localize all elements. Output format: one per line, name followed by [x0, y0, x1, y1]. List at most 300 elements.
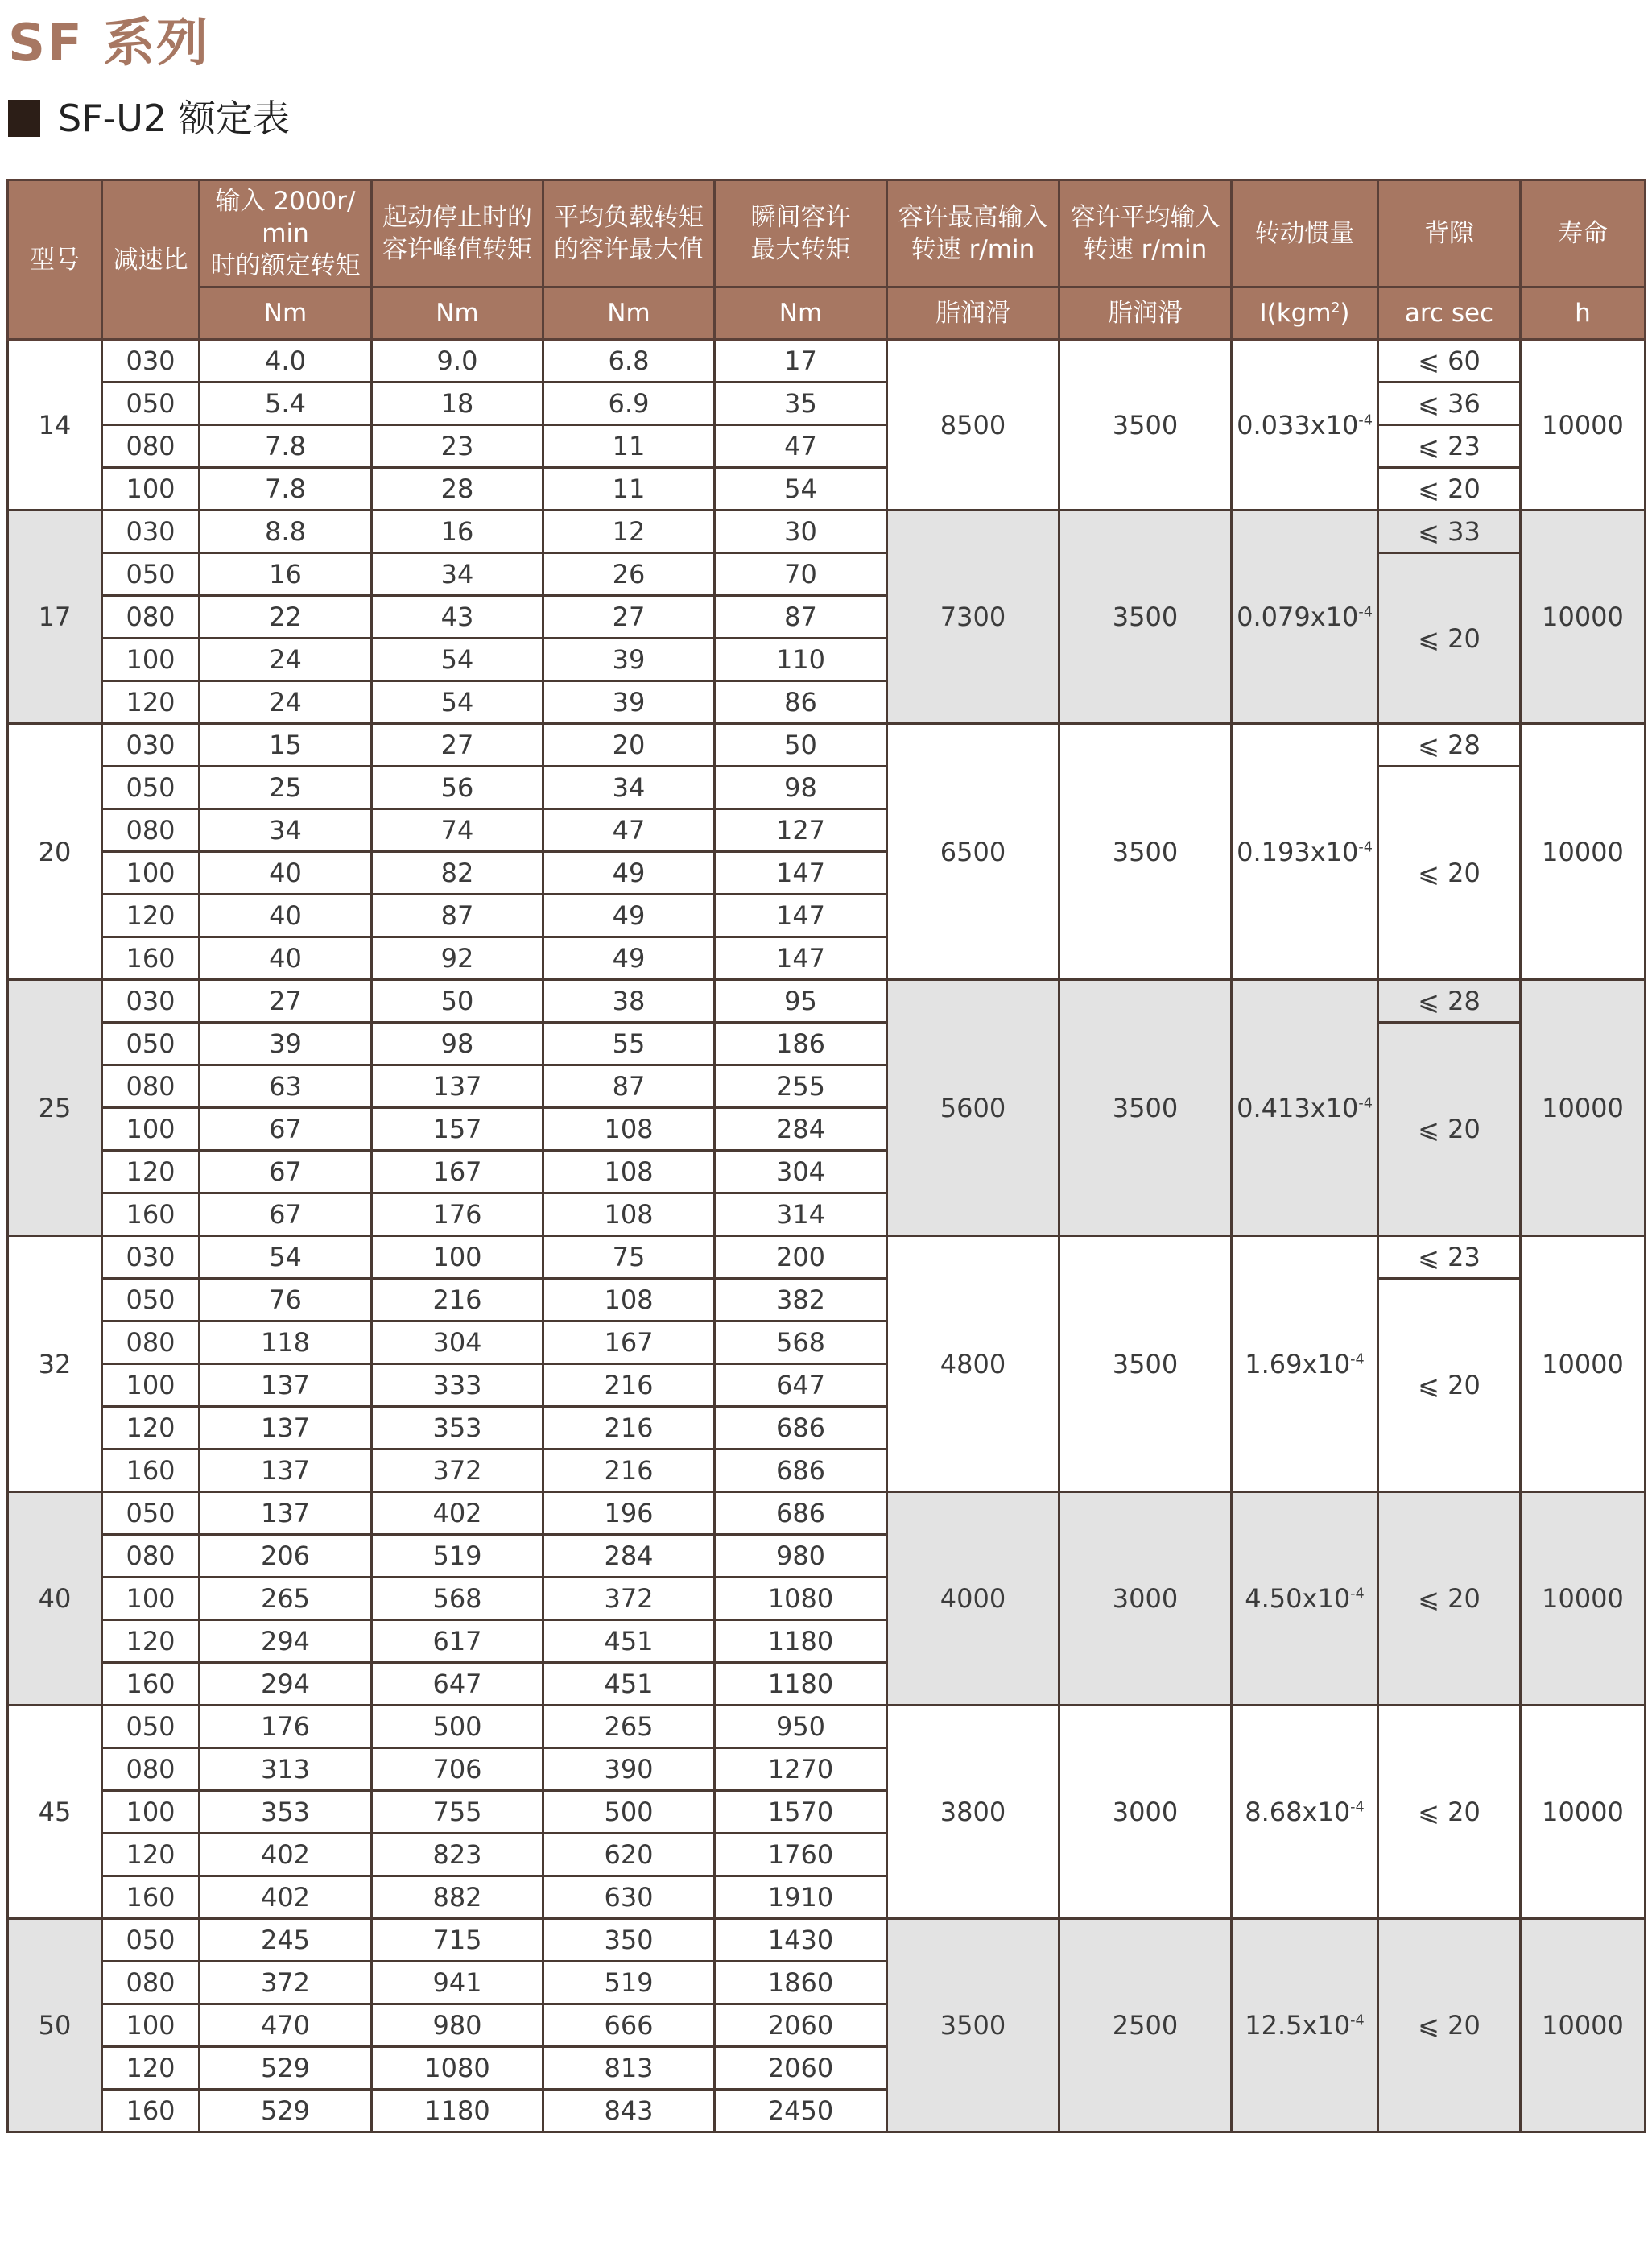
rated-torque-cell: 67 [200, 1151, 372, 1193]
ratio-cell: 120 [102, 895, 200, 937]
peak-torque-cell: 715 [372, 1919, 543, 1962]
rated-torque-cell: 63 [200, 1065, 372, 1108]
table-row [8, 553, 1646, 596]
backlash-cell: ⩽ 60 [1378, 340, 1521, 383]
ratio-cell: 100 [102, 1364, 200, 1407]
avg-torque-cell: 39 [543, 681, 715, 724]
model-cell: 45 [8, 1706, 102, 1919]
model-group-32 [8, 1236, 1646, 1492]
header-inertia: 转动惯量 [1232, 180, 1378, 287]
header-max-input-speed-line1: 容许最高输入 [898, 203, 1048, 232]
peak-torque-cell: 755 [372, 1791, 543, 1834]
momentary-torque-cell: 1860 [715, 1962, 887, 2004]
life-cell: 10000 [1521, 980, 1646, 1236]
inertia-cell [1232, 511, 1378, 724]
momentary-torque-cell: 98 [715, 767, 887, 809]
inertia-cell [1232, 724, 1378, 980]
momentary-torque-cell: 1180 [715, 1620, 887, 1663]
peak-torque-cell: 18 [372, 383, 543, 425]
table-row [8, 383, 1646, 425]
ratio-cell: 120 [102, 2047, 200, 2090]
peak-torque-cell: 43 [372, 596, 543, 639]
ratio-cell: 030 [102, 511, 200, 553]
header-momentary-torque [715, 180, 887, 287]
peak-torque-cell: 137 [372, 1065, 543, 1108]
rated-torque-cell: 118 [200, 1321, 372, 1364]
momentary-torque-cell: 1180 [715, 1663, 887, 1706]
ratio-cell: 160 [102, 2090, 200, 2132]
inertia-exponent: -4 [1358, 412, 1373, 428]
momentary-torque-cell: 35 [715, 383, 887, 425]
life-cell: 10000 [1521, 1706, 1646, 1919]
momentary-torque-cell: 2060 [715, 2047, 887, 2090]
avg-input-speed-cell: 3500 [1059, 980, 1232, 1236]
model-cell: 14 [8, 340, 102, 511]
header-rated-torque-line1: 输入 2000r/ [215, 187, 356, 216]
rated-torque-cell: 34 [200, 809, 372, 852]
ratio-cell: 100 [102, 468, 200, 511]
momentary-torque-cell: 686 [715, 1492, 887, 1535]
backlash-cell: ⩽ 20 [1378, 1492, 1521, 1706]
avg-torque-cell: 372 [543, 1578, 715, 1620]
table-row [8, 1919, 1646, 1962]
rating-table [6, 179, 1646, 2133]
inertia-exponent: -4 [1350, 1799, 1365, 1816]
peak-torque-cell: 16 [372, 511, 543, 553]
momentary-torque-cell: 255 [715, 1065, 887, 1108]
avg-torque-cell: 390 [543, 1748, 715, 1791]
section-title: SF-U2 额定表 [58, 97, 290, 140]
avg-torque-cell: 108 [543, 1279, 715, 1321]
avg-torque-cell: 38 [543, 980, 715, 1023]
avg-torque-cell: 350 [543, 1919, 715, 1962]
rated-torque-cell: 529 [200, 2090, 372, 2132]
header-avg-input-speed-line2: 转速 r/min [1083, 235, 1208, 264]
ratio-cell: 100 [102, 1108, 200, 1151]
avg-torque-cell: 108 [543, 1151, 715, 1193]
header-model: 型号 [8, 180, 102, 340]
peak-torque-cell: 500 [372, 1706, 543, 1748]
ratio-cell: 160 [102, 1450, 200, 1492]
rated-torque-cell: 40 [200, 937, 372, 980]
inertia-exponent: -4 [1358, 604, 1373, 621]
momentary-torque-cell: 950 [715, 1706, 887, 1748]
inertia-exponent: -4 [1358, 1094, 1373, 1111]
avg-input-speed-cell: 3500 [1059, 1236, 1232, 1492]
ratio-cell: 050 [102, 553, 200, 596]
avg-torque-cell: 6.9 [543, 383, 715, 425]
avg-torque-cell: 108 [543, 1108, 715, 1151]
peak-torque-cell: 82 [372, 852, 543, 895]
ratio-cell: 030 [102, 980, 200, 1023]
ratio-cell: 080 [102, 1321, 200, 1364]
life-cell: 10000 [1521, 340, 1646, 511]
ratio-cell: 030 [102, 724, 200, 767]
header-momentary-torque-line1: 瞬间容许 [750, 203, 851, 232]
avg-torque-cell: 265 [543, 1706, 715, 1748]
avg-torque-cell: 666 [543, 2004, 715, 2047]
ratio-cell: 160 [102, 1876, 200, 1919]
momentary-torque-cell: 127 [715, 809, 887, 852]
backlash-cell: ⩽ 20 [1378, 1919, 1521, 2132]
ratio-cell: 080 [102, 1535, 200, 1578]
ratio-cell: 120 [102, 1834, 200, 1876]
rated-torque-cell: 54 [200, 1236, 372, 1279]
table-row [8, 340, 1646, 383]
avg-torque-cell: 47 [543, 809, 715, 852]
ratio-cell: 050 [102, 767, 200, 809]
inertia-exponent: -4 [1350, 2012, 1365, 2029]
peak-torque-cell: 617 [372, 1620, 543, 1663]
momentary-torque-cell: 568 [715, 1321, 887, 1364]
peak-torque-cell: 353 [372, 1407, 543, 1450]
life-cell: 10000 [1521, 1492, 1646, 1706]
header-max-input-speed [887, 180, 1059, 287]
unit-backlash: arc sec [1378, 287, 1521, 340]
avg-input-speed-cell: 3500 [1059, 511, 1232, 724]
peak-torque-cell: 50 [372, 980, 543, 1023]
backlash-cell: ⩽ 20 [1378, 1706, 1521, 1919]
avg-torque-cell: 11 [543, 425, 715, 468]
ratio-cell: 080 [102, 1748, 200, 1791]
ratio-cell: 120 [102, 681, 200, 724]
header-avg-input-speed-line1: 容许平均输入 [1070, 203, 1220, 232]
ratio-cell: 100 [102, 639, 200, 681]
rated-torque-cell: 27 [200, 980, 372, 1023]
momentary-torque-cell: 686 [715, 1407, 887, 1450]
header-row-units [8, 287, 1646, 340]
avg-torque-cell: 20 [543, 724, 715, 767]
backlash-cell: ⩽ 28 [1378, 980, 1521, 1023]
avg-torque-cell: 451 [543, 1620, 715, 1663]
inertia-exponent: -4 [1350, 1350, 1365, 1367]
peak-torque-cell: 87 [372, 895, 543, 937]
peak-torque-cell: 92 [372, 937, 543, 980]
avg-torque-cell: 284 [543, 1535, 715, 1578]
avg-torque-cell: 26 [543, 553, 715, 596]
rated-torque-cell: 529 [200, 2047, 372, 2090]
ratio-cell: 030 [102, 340, 200, 383]
avg-torque-cell: 49 [543, 895, 715, 937]
peak-torque-cell: 100 [372, 1236, 543, 1279]
table-row [8, 468, 1646, 511]
header-rated-torque-line2: min [262, 219, 309, 248]
avg-torque-cell: 216 [543, 1364, 715, 1407]
model-cell: 40 [8, 1492, 102, 1706]
life-cell: 10000 [1521, 511, 1646, 724]
model-cell: 50 [8, 1919, 102, 2132]
rated-torque-cell: 16 [200, 553, 372, 596]
rated-torque-cell: 402 [200, 1876, 372, 1919]
inertia-cell [1232, 1919, 1378, 2132]
peak-torque-cell: 823 [372, 1834, 543, 1876]
max-input-speed-cell: 7300 [887, 511, 1059, 724]
header-rated-torque-line3: 时的额定转矩 [210, 251, 361, 280]
ratio-cell: 120 [102, 1620, 200, 1663]
header-backlash: 背隙 [1378, 180, 1521, 287]
peak-torque-cell: 402 [372, 1492, 543, 1535]
model-group-50 [8, 1919, 1646, 2132]
peak-torque-cell: 157 [372, 1108, 543, 1151]
peak-torque-cell: 647 [372, 1663, 543, 1706]
backlash-cell: ⩽ 20 [1378, 553, 1521, 724]
momentary-torque-cell: 1430 [715, 1919, 887, 1962]
rated-torque-cell: 5.4 [200, 383, 372, 425]
rated-torque-cell: 76 [200, 1279, 372, 1321]
ratio-cell: 050 [102, 1492, 200, 1535]
avg-input-speed-cell: 3000 [1059, 1706, 1232, 1919]
model-cell: 20 [8, 724, 102, 980]
peak-torque-cell: 54 [372, 681, 543, 724]
ratio-cell: 100 [102, 1791, 200, 1834]
peak-torque-cell: 54 [372, 639, 543, 681]
rated-torque-cell: 40 [200, 895, 372, 937]
rated-torque-cell: 24 [200, 639, 372, 681]
rated-torque-cell: 22 [200, 596, 372, 639]
avg-torque-cell: 49 [543, 852, 715, 895]
rated-torque-cell: 8.8 [200, 511, 372, 553]
inertia-value: 12.5x10 [1245, 2010, 1351, 2041]
unit-life: h [1521, 287, 1646, 340]
avg-torque-cell: 6.8 [543, 340, 715, 383]
inertia-value: 0.413x10 [1237, 1092, 1359, 1123]
backlash-cell: ⩽ 23 [1378, 425, 1521, 468]
ratio-cell: 080 [102, 425, 200, 468]
momentary-torque-cell: 186 [715, 1023, 887, 1065]
peak-torque-cell: 216 [372, 1279, 543, 1321]
momentary-torque-cell: 1760 [715, 1834, 887, 1876]
rated-torque-cell: 176 [200, 1706, 372, 1748]
inertia-exponent: -4 [1350, 1586, 1365, 1603]
ratio-cell: 080 [102, 1962, 200, 2004]
momentary-torque-cell: 647 [715, 1364, 887, 1407]
momentary-torque-cell: 2450 [715, 2090, 887, 2132]
ratio-cell: 080 [102, 1065, 200, 1108]
header-peak-torque-line2: 容许峰值转矩 [382, 235, 532, 264]
momentary-torque-cell: 1910 [715, 1876, 887, 1919]
momentary-torque-cell: 200 [715, 1236, 887, 1279]
momentary-torque-cell: 30 [715, 511, 887, 553]
avg-input-speed-cell: 2500 [1059, 1919, 1232, 2132]
backlash-cell: ⩽ 20 [1378, 1279, 1521, 1492]
avg-torque-cell: 34 [543, 767, 715, 809]
max-input-speed-cell: 3500 [887, 1919, 1059, 2132]
avg-input-speed-cell: 3500 [1059, 340, 1232, 511]
peak-torque-cell: 333 [372, 1364, 543, 1407]
momentary-torque-cell: 110 [715, 639, 887, 681]
rated-torque-cell: 40 [200, 852, 372, 895]
unit-rated-torque: Nm [200, 287, 372, 340]
model-cell: 17 [8, 511, 102, 724]
rated-torque-cell: 313 [200, 1748, 372, 1791]
avg-torque-cell: 108 [543, 1193, 715, 1236]
momentary-torque-cell: 147 [715, 852, 887, 895]
momentary-torque-cell: 147 [715, 937, 887, 980]
ratio-cell: 100 [102, 852, 200, 895]
max-input-speed-cell: 5600 [887, 980, 1059, 1236]
rated-torque-cell: 137 [200, 1364, 372, 1407]
inertia-cell [1232, 1706, 1378, 1919]
momentary-torque-cell: 980 [715, 1535, 887, 1578]
momentary-torque-cell: 70 [715, 553, 887, 596]
rated-torque-cell: 137 [200, 1407, 372, 1450]
backlash-cell: ⩽ 20 [1378, 767, 1521, 980]
rated-torque-cell: 137 [200, 1492, 372, 1535]
momentary-torque-cell: 54 [715, 468, 887, 511]
header-ratio: 减速比 [102, 180, 200, 340]
peak-torque-cell: 1180 [372, 2090, 543, 2132]
peak-torque-cell: 941 [372, 1962, 543, 2004]
momentary-torque-cell: 382 [715, 1279, 887, 1321]
header-max-input-speed-line2: 转速 r/min [911, 235, 1035, 264]
peak-torque-cell: 706 [372, 1748, 543, 1791]
peak-torque-cell: 56 [372, 767, 543, 809]
section-marker-square [8, 100, 40, 137]
peak-torque-cell: 519 [372, 1535, 543, 1578]
peak-torque-cell: 980 [372, 2004, 543, 2047]
peak-torque-cell: 882 [372, 1876, 543, 1919]
peak-torque-cell: 27 [372, 724, 543, 767]
table-row [8, 425, 1646, 468]
momentary-torque-cell: 86 [715, 681, 887, 724]
avg-torque-cell: 49 [543, 937, 715, 980]
ratio-cell: 050 [102, 1706, 200, 1748]
rated-torque-cell: 294 [200, 1620, 372, 1663]
momentary-torque-cell: 50 [715, 724, 887, 767]
inertia-cell [1232, 1492, 1378, 1706]
ratio-cell: 120 [102, 1151, 200, 1193]
avg-torque-cell: 620 [543, 1834, 715, 1876]
ratio-cell: 160 [102, 1663, 200, 1706]
rated-torque-cell: 353 [200, 1791, 372, 1834]
series-title: SF 系列 [8, 14, 210, 73]
momentary-torque-cell: 1270 [715, 1748, 887, 1791]
rated-torque-cell: 265 [200, 1578, 372, 1620]
ratio-cell: 050 [102, 1023, 200, 1065]
rated-torque-cell: 372 [200, 1962, 372, 2004]
inertia-value: 0.079x10 [1237, 602, 1359, 632]
backlash-cell: ⩽ 23 [1378, 1236, 1521, 1279]
table-row [8, 1023, 1646, 1065]
rated-torque-cell: 25 [200, 767, 372, 809]
rated-torque-cell: 294 [200, 1663, 372, 1706]
header-row-titles [8, 180, 1646, 287]
model-group-17 [8, 511, 1646, 724]
table-row [8, 511, 1646, 553]
avg-torque-cell: 451 [543, 1663, 715, 1706]
inertia-cell [1232, 1236, 1378, 1492]
momentary-torque-cell: 17 [715, 340, 887, 383]
peak-torque-cell: 568 [372, 1578, 543, 1620]
avg-torque-cell: 167 [543, 1321, 715, 1364]
table-row [8, 724, 1646, 767]
unit-peak-torque: Nm [372, 287, 543, 340]
rated-torque-cell: 7.8 [200, 425, 372, 468]
model-cell: 32 [8, 1236, 102, 1492]
model-group-20 [8, 724, 1646, 980]
inertia-cell [1232, 340, 1378, 511]
inertia-value: 0.033x10 [1237, 409, 1359, 440]
header-peak-torque-line1: 起动停止时的 [382, 203, 532, 232]
avg-torque-cell: 75 [543, 1236, 715, 1279]
avg-torque-cell: 813 [543, 2047, 715, 2090]
avg-torque-cell: 500 [543, 1791, 715, 1834]
momentary-torque-cell: 284 [715, 1108, 887, 1151]
life-cell: 10000 [1521, 1919, 1646, 2132]
table-row [8, 1492, 1646, 1535]
header-avg-torque-line2: 的容许最大值 [554, 235, 704, 264]
rated-torque-cell: 206 [200, 1535, 372, 1578]
ratio-cell: 050 [102, 1919, 200, 1962]
rated-torque-cell: 24 [200, 681, 372, 724]
avg-input-speed-cell: 3000 [1059, 1492, 1232, 1706]
momentary-torque-cell: 2060 [715, 2004, 887, 2047]
table-row [8, 1706, 1646, 1748]
avg-torque-cell: 843 [543, 2090, 715, 2132]
peak-torque-cell: 23 [372, 425, 543, 468]
avg-torque-cell: 55 [543, 1023, 715, 1065]
life-cell: 10000 [1521, 1236, 1646, 1492]
unit-avg-torque: Nm [543, 287, 715, 340]
peak-torque-cell: 98 [372, 1023, 543, 1065]
model-group-25 [8, 980, 1646, 1236]
ratio-cell: 030 [102, 1236, 200, 1279]
avg-torque-cell: 519 [543, 1962, 715, 2004]
inertia-value: 1.69x10 [1245, 1348, 1351, 1379]
header-avg-input-speed [1059, 180, 1232, 287]
unit-inertia: I(kgm$^2$) [1232, 287, 1378, 340]
table-header [8, 180, 1646, 340]
ratio-cell: 080 [102, 809, 200, 852]
peak-torque-cell: 1080 [372, 2047, 543, 2090]
unit-max-input-speed: 脂润滑 [887, 287, 1059, 340]
avg-input-speed-cell: 3500 [1059, 724, 1232, 980]
momentary-torque-cell: 686 [715, 1450, 887, 1492]
table-row [8, 980, 1646, 1023]
rated-torque-cell: 470 [200, 2004, 372, 2047]
table-row [8, 767, 1646, 809]
model-group-40 [8, 1492, 1646, 1706]
inertia-value: 0.193x10 [1237, 836, 1359, 867]
ratio-cell: 050 [102, 383, 200, 425]
header-peak-torque [372, 180, 543, 287]
ratio-cell: 120 [102, 1407, 200, 1450]
header-avg-torque-line1: 平均负载转矩 [554, 203, 704, 232]
inertia-cell [1232, 980, 1378, 1236]
inertia-exponent: -4 [1358, 838, 1373, 855]
peak-torque-cell: 372 [372, 1450, 543, 1492]
life-cell: 10000 [1521, 724, 1646, 980]
momentary-torque-cell: 147 [715, 895, 887, 937]
rated-torque-cell: 245 [200, 1919, 372, 1962]
rated-torque-cell: 67 [200, 1108, 372, 1151]
max-input-speed-cell: 4800 [887, 1236, 1059, 1492]
model-group-45 [8, 1706, 1646, 1919]
peak-torque-cell: 176 [372, 1193, 543, 1236]
momentary-torque-cell: 314 [715, 1193, 887, 1236]
rated-torque-cell: 4.0 [200, 340, 372, 383]
rated-torque-cell: 67 [200, 1193, 372, 1236]
momentary-torque-cell: 87 [715, 596, 887, 639]
table-row [8, 1236, 1646, 1279]
avg-torque-cell: 87 [543, 1065, 715, 1108]
momentary-torque-cell: 304 [715, 1151, 887, 1193]
rated-torque-cell: 137 [200, 1450, 372, 1492]
unit-momentary-torque: Nm [715, 287, 887, 340]
header-life: 寿命 [1521, 180, 1646, 287]
backlash-cell: ⩽ 20 [1378, 468, 1521, 511]
momentary-torque-cell: 1570 [715, 1791, 887, 1834]
